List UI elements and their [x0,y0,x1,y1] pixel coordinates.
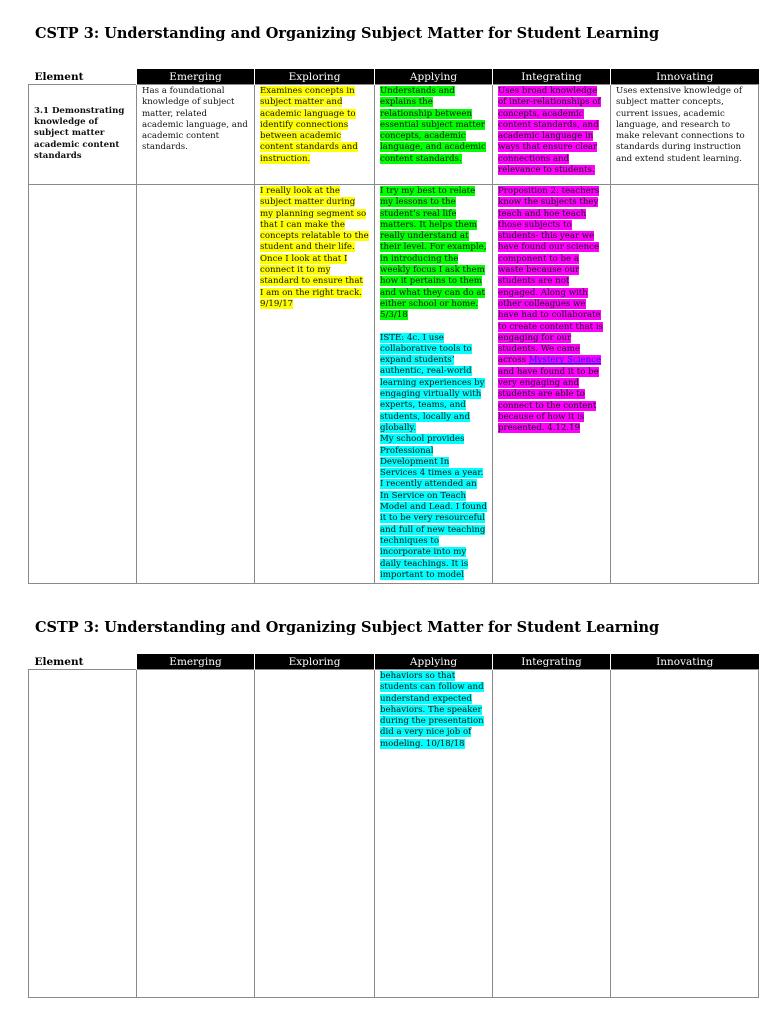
exploring-header: Exploring [255,69,375,85]
table-row [29,185,759,584]
emerging-description: Has a foundational knowledge of subject matter, related academic language, and academic content standards. [142,86,248,153]
applying-cell [375,85,493,185]
applying-evidence: I try my best to relate my lessons to the student’s real life matters. It helps them really understand at their level. For example, in introducing the weekly focus I ask them how it pertains to them and what they can do at either school or home. 5/3/18 [380,186,487,321]
exploring-evidence-cell [255,670,375,998]
integrating-evidence [498,186,603,433]
emerging-cell [137,85,255,185]
emerging-header: Emerging [137,69,255,85]
exploring-cell [255,85,375,185]
iste-evidence: ISTE: 4c. I use collaborative tools to expand students’ authentic, real-world learning experiences by engaging virtually with experts, teams, and students, locally and globally. [380,332,485,433]
page-title: CSTP 3: Understanding and Organizing Subject Matter for Student Learning [35,619,660,636]
element-header: Element [29,654,137,670]
table-row [29,85,759,185]
innovating-evidence-cell [611,670,759,998]
exploring-description: Examines concepts in subject matter and academic language to identify connections between academic content standards and instruction. [260,86,358,164]
integrating-header: Integrating [493,69,611,85]
element-evidence-cell [29,185,137,584]
innovating-header: Innovating [611,69,759,85]
innovating-cell [611,85,759,185]
header-row [29,654,759,670]
emerging-evidence-cell [137,670,255,998]
applying-evidence-cell [375,670,493,998]
integrating-cell [493,85,611,185]
applying-evidence-continued: behaviors so that students can follow and understand expected behaviors. The speaker during the presentation did a very nice job of modeling. 10/18/18 [380,671,484,749]
integrating-evidence-cell [493,670,611,998]
integrating-description: Uses broad knowledge of inter-relationships of concepts, academic content standards, and academic language in ways that ensure clear connections and relevance to students. [498,86,601,176]
element-header: Element [29,69,137,85]
rubric-table [28,69,759,584]
innovating-description: Uses extensive knowledge of subject matter concepts, current issues, academic language, and research to make relevant connections to standards during instruction and extend student learning. [616,86,745,164]
integrating-evidence-cell [493,185,611,584]
integrating-evidence-text-end: and have found it to be very engaging and students are able to connect to the content because of how it is presented. 4.12.19 [498,366,599,434]
element-cell [29,85,137,185]
applying-evidence-cell [375,185,493,584]
applying-header: Applying [375,69,493,85]
exploring-evidence-cell [255,185,375,584]
page-title: CSTP 3: Understanding and Organizing Subject Matter for Student Learning [35,25,660,42]
emerging-header: Emerging [137,654,255,670]
emerging-evidence-cell [137,185,255,584]
integrating-evidence-text: Proposition 2: teachers know the subjects they teach and hoe teach those subjects to students- this year we have found our science component to be a waste because our students are not engaged. Along with other colleagues we have had to collaborate to create content that is engaging for our students. We came across [498,186,603,366]
exploring-header: Exploring [255,654,375,670]
header-row [29,69,759,85]
applying-description: Understands and explains the relationship between essential subject matter concepts, academic language, and academic content standards. [380,86,486,164]
professional-development-evidence: My school provides Professional Development In Services 4 times a year. I recently attended an In Service on Teach Model and Lead. I found it to be very resourceful and full of new teaching techniques to incorporate into my daily teachings. It is important to model [380,434,487,580]
element-evidence-cell [29,670,137,998]
rubric-table [28,654,759,998]
mystery-science-link[interactable]: Mystery Science [528,355,602,366]
integrating-header: Integrating [493,654,611,670]
table-row [29,670,759,998]
innovating-header: Innovating [611,654,759,670]
applying-header: Applying [375,654,493,670]
innovating-evidence-cell [611,185,759,584]
exploring-evidence: I really look at the subject matter during my planning segment so that I can make the concepts relatable to the student and their life. Once I look at that I connect it to my standard to ensure that I am on the right track. 9/19/17 [260,186,369,309]
element-label: 3.1 Demonstrating knowledge of subject matter academic content standards [34,105,125,161]
